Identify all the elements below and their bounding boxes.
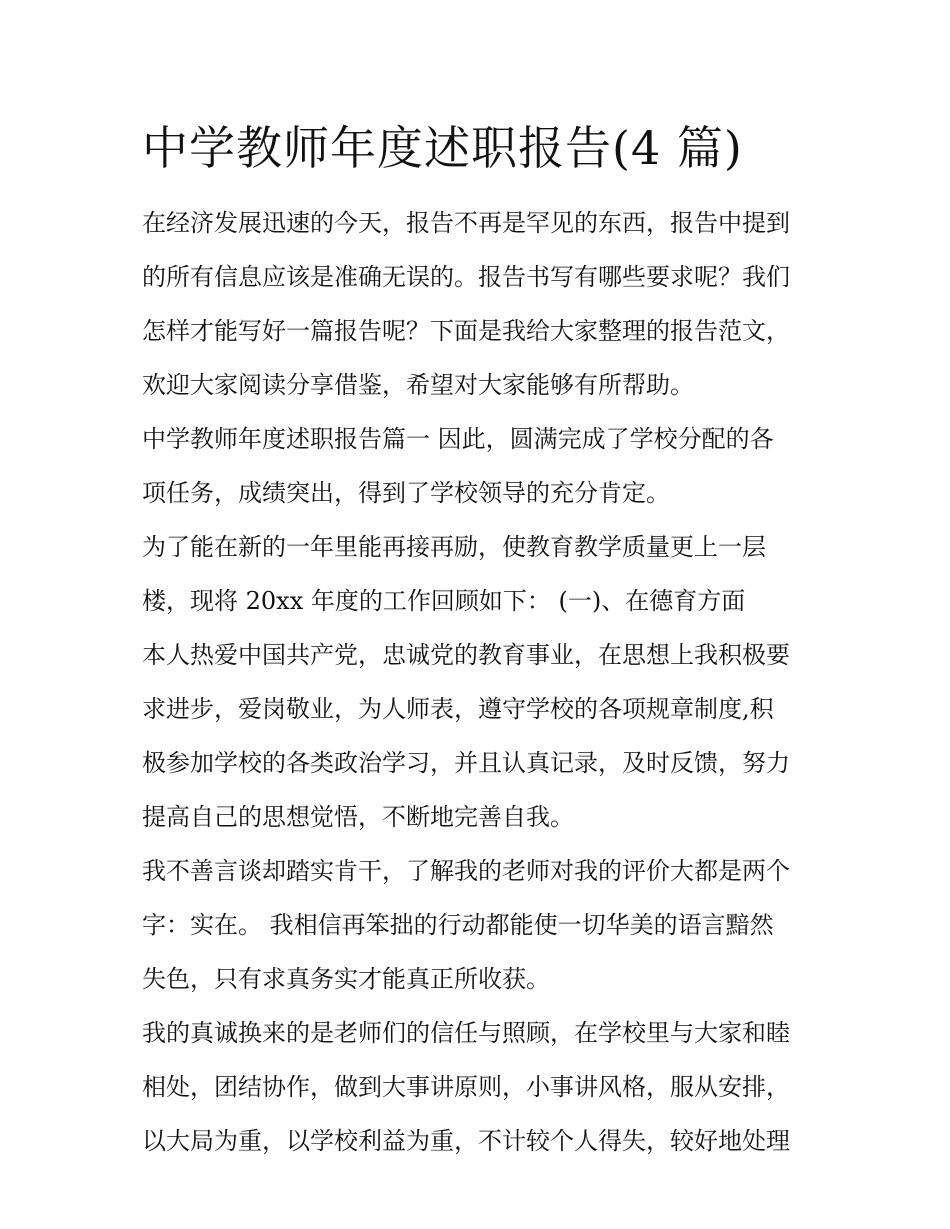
paragraph-line: 我的真诚换来的是老师们的信任与照顾，在学校里与大家和睦 — [142, 1019, 790, 1047]
paragraph-line: 相处，团结协作，做到大事讲原则，小事讲风格，服从安排， — [142, 1073, 790, 1101]
paragraph-line: 为了能在新的一年里能再接再励，使教育教学质量更上一层 — [142, 533, 766, 561]
paragraph-line: 项任务，成绩突出，得到了学校领导的充分肯定。 — [142, 479, 670, 507]
paragraph-line: 本人热爱中国共产党，忠诚党的教育事业，在思想上我积极要 — [142, 641, 790, 669]
document-body — [142, 196, 814, 1168]
document-title: 中学教师年度述职报告(4 篇) — [142, 121, 743, 175]
paragraph-line: 失色，只有求真务实才能真正所收获。 — [142, 965, 550, 993]
paragraph-line: 以大局为重，以学校利益为重，不计较个人得失，较好地处理 — [142, 1127, 790, 1155]
paragraph-line: 我不善言谈却踏实肯干，了解我的老师对我的评价大都是两个 — [142, 857, 790, 885]
paragraph-line: 中学教师年度述职报告篇一 因此，圆满完成了学校分配的各 — [142, 425, 774, 453]
paragraph-line: 欢迎大家阅读分享借鉴，希望对大家能够有所帮助。 — [142, 371, 694, 399]
paragraph-line: 提高自己的思想觉悟，不断地完善自我。 — [142, 803, 574, 831]
paragraph-line: 楼，现将 20xx 年度的工作回顾如下： (一)、在德育方面 — [142, 587, 746, 615]
paragraph-line: 字：实在。 我相信再笨拙的行动都能使一切华美的语言黯然 — [142, 911, 774, 939]
paragraph-line: 在经济发展迅速的今天，报告不再是罕见的东西，报告中提到 — [142, 209, 790, 237]
paragraph-line: 怎样才能写好一篇报告呢？下面是我给大家整理的报告范文， — [142, 317, 790, 345]
paragraph-line: 求进步，爱岗敬业，为人师表，遵守学校的各项规章制度,积 — [142, 695, 774, 723]
paragraph-line: 的所有信息应该是准确无误的。报告书写有哪些要求呢？我们 — [142, 263, 790, 291]
paragraph-line: 极参加学校的各类政治学习，并且认真记录，及时反馈，努力 — [142, 749, 790, 777]
